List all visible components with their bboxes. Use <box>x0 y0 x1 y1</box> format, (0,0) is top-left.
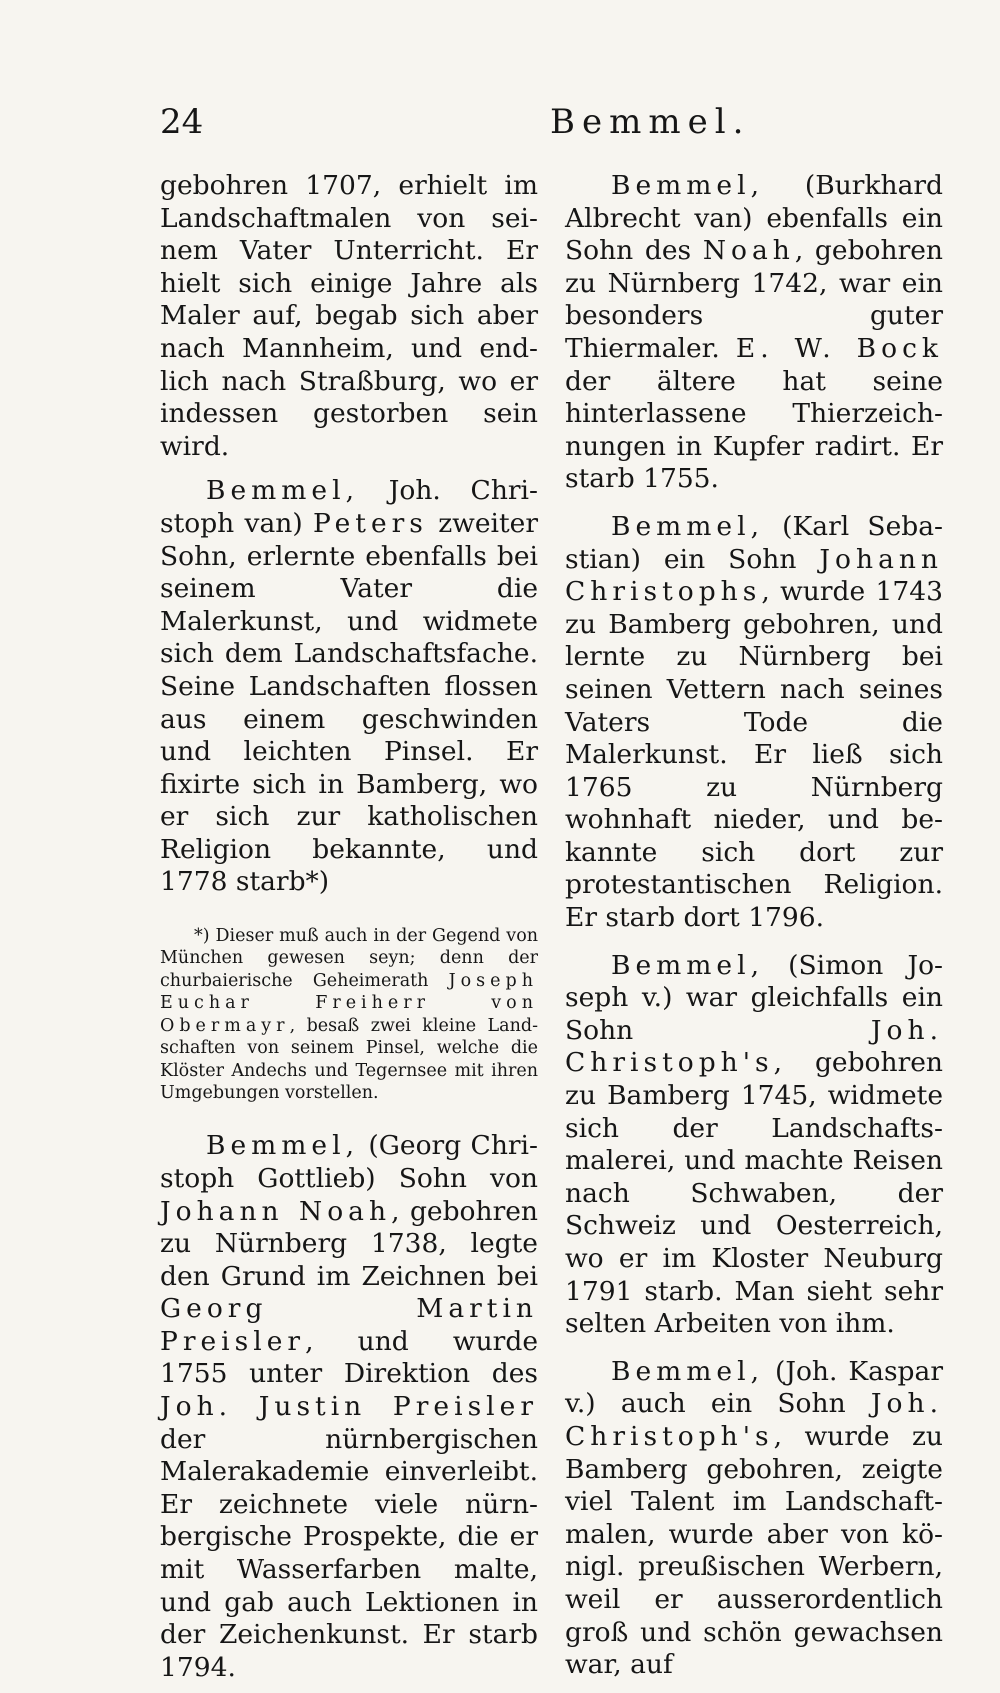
running-head: Bemmel. <box>550 102 751 142</box>
entry-name: Bemmel, <box>611 949 764 981</box>
entry-name: Bemmel, <box>206 1130 359 1162</box>
entry-name: Bemmel, <box>611 510 764 542</box>
entry-simon-joseph: Bemmel, (Simon Joseph v.) war gleichfalls ein Sohn Joh. Christoph's, gebohren zu Bamberg 1745, widmete sich der Landschaftsmalerei, und machte Reisen nach Schwaben, der Schweiz und Oesterreich, wo er im Kloster Neuburg 1791 starb. Man sieht sehr selten Arbeiten von ihm. <box>565 949 943 1340</box>
paragraph-continued: gebohren 1707, erhielt im Landschaftmalen von seinem Vater Unterricht. Er hielt sich einige Jahre als Maler auf, begab sich aber nach Mannheim, und endlich nach Straßburg, wo er indessen gestorben sein wird. <box>160 170 538 462</box>
entry-joh-kaspar: Bemmel, (Joh. Kaspar v.) auch ein Sohn Joh. Christoph's, wurde zu Bamberg gebohren, zeigte viel Talent im Landschaftmalen, wurde aber von königl. preußischen Werbern, weil er ausserordentlich groß und schön gewachsen war, auf <box>565 1355 943 1681</box>
right-column <box>565 170 943 1682</box>
entry-name: Bemmel, <box>206 475 359 507</box>
entry-name: Bemmel, <box>611 170 764 201</box>
left-column <box>160 170 538 1684</box>
entry-joh-christoph: Bemmel, Joh. Christoph van) Peters zweiter Sohn, erlernte ebenfalls bei seinem Vater die Malerkunst, und widmete sich dem Landschaftsfache. Seine Landschaften flossen aus einem geschwinden und leichten Pinsel. Er fixirte sich in Bamberg, wo er sich zur katholischen Religion bekannte, und 1778 starb*) <box>160 475 538 898</box>
entry-georg-christoph: Bemmel, (Georg Christoph Gottlieb) Sohn von Johann Noah, gebohren zu Nürnberg 1738, legte den Grund im Zeichnen bei Georg Martin Preisler, und wurde 1755 unter Direktion des Joh. Justin Preisler der nürnbergischen Malerakademie einverleibt. Er zeichnete viele nürnbergische Prospekte, die er mit Wasserfarben malte, und gab auch Lektionen in der Zeichenkunst. Er starb 1794. <box>160 1130 538 1683</box>
footnote: *) Dieser muß auch in der Gegend von München gewesen seyn; denn der churbaierische Geheimerath Joseph Euchar Freiherr von Obermayr, besaß zwei kleine Landschaften von seinem Pinsel, welche die Klöster Andechs und Tegernsee mit ihren Umgebungen vorstellen. <box>160 926 538 1103</box>
entry-burkhard-albrecht: Bemmel, (Burkhard Albrecht van) ebenfalls ein Sohn des Noah, gebohren zu Nürnberg 1742, war ein besonders guter Thiermaler. E. W. Bock der ältere hat seine hinterlassene Thierzeichnungen in Kupfer radirt. Er starb 1755. <box>565 170 943 495</box>
entry-karl-sebastian: Bemmel, (Karl Sebastian) ein Sohn Johann Christophs, wurde 1743 zu Bamberg gebohren, und lernte zu Nürnberg bei seinen Vettern nach seines Vaters Tode die Malerkunst. Er ließ sich 1765 zu Nürnberg wohnhaft nieder, und bekannte sich dort zur protestantischen Religion. Er starb dort 1796. <box>565 510 943 934</box>
page-number: 24 <box>160 102 204 142</box>
entry-name: Bemmel, <box>611 1355 764 1387</box>
